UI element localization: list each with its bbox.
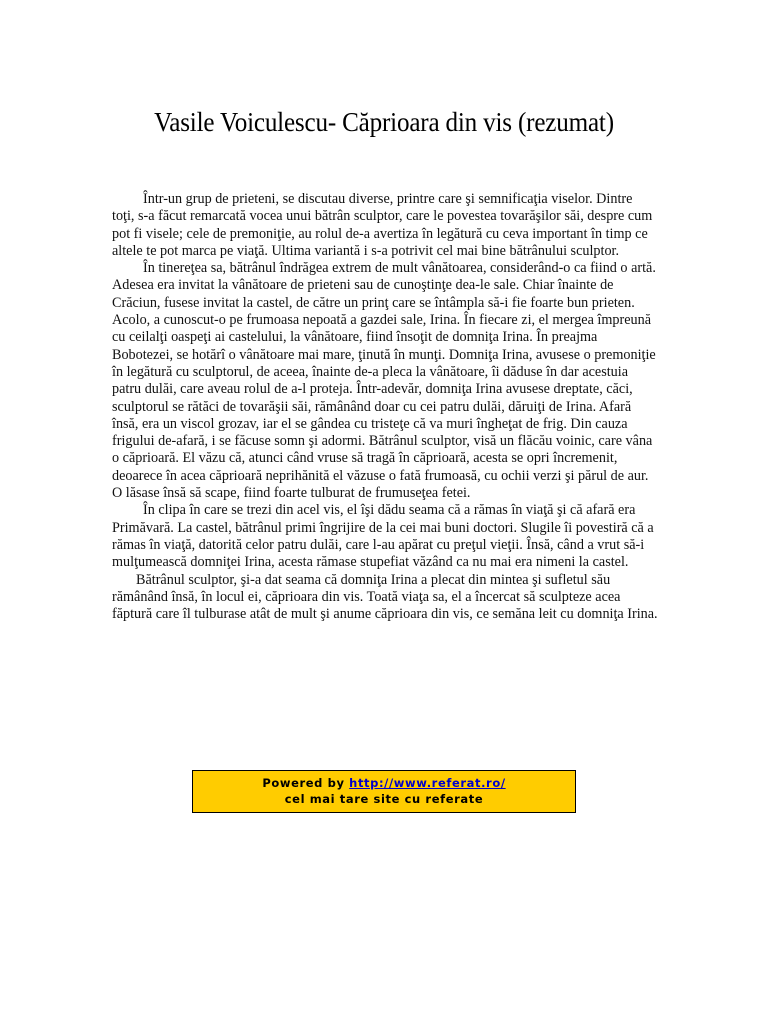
referat-link[interactable]: http://www.referat.ro/ — [349, 776, 506, 790]
paragraph-4: Bătrânul sculptor, şi-a dat seama că domniţa Irina a plecat din mintea şi sufletul său rămânând însă, în locul ei, căprioara din vis. Toată viaţa sa, el a încercat să sculpteze acea făptură care îl tulburase atât de mult şi anume căprioara din vis, ce semăna leit cu domniţa Irina. — [112, 571, 658, 623]
paragraph-2: În tinereţea sa, bătrânul îndrăgea extrem de mult vânătoarea, considerând-o ca fiind o artă. Adesea era invitat la vânătoare de prieteni sau de cunoştinţe dea-le sale. Chiar înainte de Crăciun, fusese invitat la castel, de către un prinţ care se întâmpla să-i fie foarte bun prieten. Acolo, a cunoscut-o pe frumoasa nepoată a gazdei sale, Irina. În fiecare zi, el mergea împreună cu ceilalţi oaspeţi ai castelului, la vânătoare, fiind însoţit de domniţa Irina. În preajma Bobotezei, se hotărî o vânătoare mai mare, ţinută în munţi. Domniţa Irina, avusese o premoniţie în legătură cu sculptorul, de aceea, înainte de-a pleca la vânătoare, îi dăduse în dar acestuia patru dulăi, care aveau rolul de a-l proteja. Într-adevăr, domniţa Irina avusese dreptate, căci, sculptorul se rătăci de tovarăşii săi, rămânând doar cu cei patru dulăi, dăruiţi de Irina. Afară însă, era un viscol grozav, iar el se gândea cu tristeţe că va muri îngheţat de frig. Din cauza frigului de-afară, i se făcuse somn şi adormi. Bătrânul sculptor, visă un flăcău voinic, care vâna o căprioară. El văzu că, atunci când vruse să tragă în căprioară, acesta se opri încremenit, deoarece în acea căprioară neprihănită el văzuse o fată frumoasă, cu ochii verzi şi părul de aur. O lăsase însă să scape, fiind foarte tulburat de frumuseţea fetei. — [112, 260, 656, 502]
paragraph-1: Într-un grup de prieteni, se discutau diverse, printre care şi semnificaţia viselor. Dintre toţi, s-a făcut remarcată vocea unui bătrân sculptor, care le povestea tovarăşilor săi, despre cum pot fi visele; cele de premoniţie, au rolul de-a avertiza în legătură cu ceva important în timp ce altele te pot marca pe viaţă. Ultima variantă i s-a potrivit cel mai bine bătrânului sculptor. — [112, 191, 653, 259]
document-title: Vasile Voiculescu- Căprioara din vis (rezumat) — [154, 107, 614, 137]
powered-by-banner — [192, 770, 576, 813]
banner-powered-prefix: Powered by — [262, 776, 350, 790]
banner-line-1 — [193, 775, 575, 791]
banner-tagline: cel mai tare site cu referate — [284, 792, 484, 806]
paragraph-3: În clipa în care se trezi din acel vis, el îşi dădu seama că a rămas în viaţă şi că afară era Primăvară. La castel, bătrânul primi îngrijire de la cei mai buni doctori. Slugile îi povestiră că a rămas în viaţă, datorită celor patru dulăi, care l-au apărat cu preţul vieţii. Însă, când a vrut să-i mulţumească domniţei Irina, acesta rămase stupefiat văzând ca nu mai era nimeni la castel. — [112, 502, 654, 571]
document-body — [112, 191, 658, 623]
